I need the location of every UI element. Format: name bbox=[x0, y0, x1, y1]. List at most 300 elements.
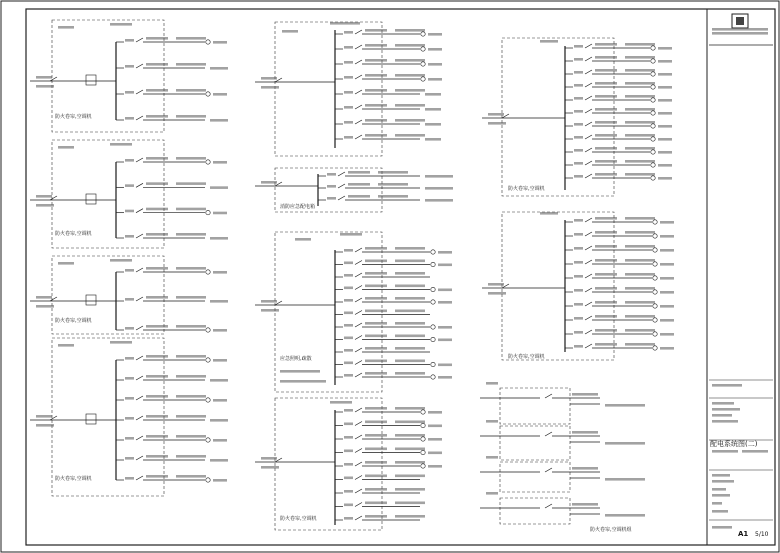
load-label bbox=[213, 212, 227, 215]
right-panel-1 bbox=[502, 38, 614, 196]
breaker-spec bbox=[595, 69, 617, 72]
feeder-spec bbox=[261, 77, 277, 80]
cable-spec bbox=[625, 173, 655, 176]
breaker-symbol bbox=[585, 44, 592, 48]
right-panel-1-note: 防火卷帘,空调机 bbox=[508, 186, 545, 192]
breaker-spec bbox=[595, 245, 617, 248]
breaker-spec bbox=[365, 310, 387, 313]
mid-panel-3-note: 应急照明,疏散 bbox=[280, 356, 312, 362]
breaker-symbol bbox=[136, 38, 143, 42]
breaker-spec bbox=[365, 44, 387, 47]
panel-id bbox=[486, 420, 498, 423]
breaker-symbol bbox=[355, 336, 362, 340]
feeder-spec bbox=[36, 195, 52, 198]
breaker-symbol bbox=[355, 361, 362, 365]
sheet-number: 5/10 bbox=[755, 531, 769, 538]
title-block bbox=[709, 14, 773, 538]
breaker-spec bbox=[365, 104, 387, 107]
scale-label: A1 bbox=[738, 530, 749, 538]
feeder-spec bbox=[488, 292, 506, 295]
breaker-spec bbox=[146, 182, 168, 185]
load-symbol bbox=[421, 62, 425, 66]
breaker-spec bbox=[146, 157, 168, 160]
cable-spec bbox=[395, 89, 425, 92]
phase-label bbox=[344, 463, 353, 466]
phase-label bbox=[125, 357, 134, 360]
load-symbol bbox=[653, 304, 657, 308]
cable-spec bbox=[176, 267, 206, 270]
phase-label bbox=[344, 423, 353, 426]
cable-spec bbox=[625, 273, 655, 276]
left-panel-2-note: 防火卷帘,空调机 bbox=[55, 231, 92, 237]
load-label bbox=[660, 249, 674, 252]
title-block-text bbox=[712, 480, 734, 483]
breaker-symbol bbox=[355, 516, 362, 520]
breaker-symbol bbox=[136, 356, 143, 360]
meter-box bbox=[86, 295, 96, 305]
load-label bbox=[428, 78, 442, 81]
breaker-symbol bbox=[585, 274, 592, 278]
phase-label bbox=[574, 162, 583, 165]
breaker-symbol bbox=[355, 503, 362, 507]
load-label bbox=[658, 47, 672, 50]
cable-spec bbox=[176, 115, 206, 118]
load-label bbox=[428, 425, 442, 428]
phase-label bbox=[327, 197, 336, 200]
feeder-spec bbox=[488, 113, 504, 116]
breaker-symbol bbox=[136, 376, 143, 380]
breaker-symbol bbox=[136, 436, 143, 440]
load-label bbox=[438, 339, 452, 342]
load-label bbox=[438, 289, 452, 292]
load-label bbox=[660, 235, 674, 238]
breaker-symbol bbox=[136, 183, 143, 187]
cable-spec bbox=[395, 285, 425, 288]
breaker-symbol bbox=[355, 408, 362, 412]
breaker-spec bbox=[365, 502, 387, 505]
load-label bbox=[658, 73, 672, 76]
load-symbol bbox=[651, 98, 655, 102]
panel-id bbox=[295, 238, 311, 241]
load-symbol bbox=[431, 262, 435, 266]
breaker-symbol bbox=[355, 373, 362, 377]
circuit-use bbox=[210, 237, 228, 240]
cable-spec bbox=[378, 171, 408, 174]
phase-label bbox=[344, 287, 353, 290]
load-symbol bbox=[653, 346, 657, 350]
phase-label bbox=[574, 136, 583, 139]
breaker-symbol bbox=[355, 45, 362, 49]
circuit-use bbox=[425, 187, 453, 190]
panel-id bbox=[486, 456, 498, 459]
load-label bbox=[213, 161, 227, 164]
title-block-text bbox=[712, 488, 726, 491]
phase-label bbox=[574, 247, 583, 250]
note-line bbox=[280, 380, 326, 383]
circuit-use bbox=[210, 459, 228, 462]
panel-spec bbox=[110, 23, 132, 26]
phase-label bbox=[574, 331, 583, 334]
feeder-spec bbox=[36, 85, 54, 88]
breaker-spec bbox=[146, 208, 168, 211]
load-symbol bbox=[431, 375, 435, 379]
panel-id bbox=[58, 146, 74, 149]
cable-spec bbox=[625, 160, 655, 163]
phase-label bbox=[344, 46, 353, 49]
breaker-symbol bbox=[136, 116, 143, 120]
breaker-spec bbox=[595, 231, 617, 234]
circuit-use bbox=[425, 175, 453, 178]
phase-label bbox=[344, 312, 353, 315]
breaker-symbol bbox=[136, 90, 143, 94]
load-label bbox=[660, 277, 674, 280]
cable-spec bbox=[395, 260, 425, 263]
wiring-layer bbox=[30, 20, 768, 530]
load-label bbox=[658, 164, 672, 167]
phase-label bbox=[344, 61, 353, 64]
load-label bbox=[660, 291, 674, 294]
cable-spec bbox=[176, 157, 206, 160]
load-label bbox=[428, 63, 442, 66]
cable-spec bbox=[625, 245, 655, 248]
breaker-spec bbox=[146, 233, 168, 236]
breaker-spec bbox=[365, 461, 387, 464]
cable-spec bbox=[395, 297, 425, 300]
panel-spec bbox=[110, 143, 132, 146]
breaker-symbol bbox=[585, 246, 592, 250]
load-label bbox=[658, 99, 672, 102]
cable-spec bbox=[395, 119, 425, 122]
load-label bbox=[658, 177, 672, 180]
breaker-spec bbox=[365, 134, 387, 137]
cable-spec bbox=[395, 421, 425, 424]
load-symbol bbox=[431, 300, 435, 304]
breaker-symbol bbox=[585, 288, 592, 292]
breaker-spec bbox=[146, 475, 168, 478]
breaker-spec bbox=[595, 108, 617, 111]
load-label bbox=[658, 112, 672, 115]
breaker-spec bbox=[595, 259, 617, 262]
right-panel-2 bbox=[502, 212, 614, 360]
breaker-symbol bbox=[585, 135, 592, 139]
title-block-text bbox=[712, 384, 742, 387]
title-block-text bbox=[712, 526, 732, 529]
load-label bbox=[660, 333, 674, 336]
phase-label bbox=[125, 437, 134, 440]
mid-panel-4-note: 防火卷帘,空调机 bbox=[280, 516, 317, 522]
breaker-spec bbox=[365, 247, 387, 250]
breaker-spec bbox=[146, 375, 168, 378]
phase-label bbox=[125, 184, 134, 187]
breaker-spec bbox=[365, 421, 387, 424]
breaker-symbol bbox=[545, 394, 552, 398]
phase-label bbox=[125, 235, 134, 238]
cable-spec bbox=[176, 182, 206, 185]
cable-spec bbox=[625, 56, 655, 59]
cable-spec bbox=[625, 287, 655, 290]
right-panel-2-note: 防火卷帘,空调机 bbox=[508, 354, 545, 360]
phase-label bbox=[125, 298, 134, 301]
breaker-spec bbox=[348, 195, 370, 198]
feeder-spec bbox=[36, 204, 54, 207]
circuit-use bbox=[425, 93, 441, 96]
load-symbol bbox=[651, 176, 655, 180]
phase-label bbox=[344, 299, 353, 302]
phase-label bbox=[344, 517, 353, 520]
cable-spec bbox=[625, 43, 655, 46]
feeder-spec bbox=[36, 415, 52, 418]
cable-spec bbox=[395, 272, 425, 275]
breaker-spec bbox=[595, 82, 617, 85]
breaker-spec bbox=[365, 434, 387, 437]
breaker-symbol bbox=[585, 344, 592, 348]
outer-border bbox=[1, 1, 779, 552]
phase-label bbox=[327, 185, 336, 188]
breaker-spec bbox=[595, 173, 617, 176]
cable-spec bbox=[395, 448, 425, 451]
small-panel-3 bbox=[500, 462, 570, 492]
phase-label bbox=[344, 136, 353, 139]
load-symbol bbox=[651, 111, 655, 115]
breaker-symbol bbox=[585, 148, 592, 152]
phase-label bbox=[574, 275, 583, 278]
load-symbol bbox=[421, 32, 425, 36]
cable-spec bbox=[625, 121, 655, 124]
cable-spec bbox=[176, 296, 206, 299]
load-label bbox=[438, 364, 452, 367]
breaker-spec bbox=[365, 260, 387, 263]
breaker-symbol bbox=[545, 432, 552, 436]
load-label bbox=[213, 329, 227, 332]
cable-spec bbox=[625, 95, 655, 98]
load-label bbox=[213, 359, 227, 362]
load-symbol bbox=[651, 72, 655, 76]
breaker-symbol bbox=[355, 135, 362, 139]
breaker-symbol bbox=[136, 396, 143, 400]
phase-label bbox=[574, 261, 583, 264]
breaker-symbol bbox=[355, 298, 362, 302]
phase-label bbox=[125, 91, 134, 94]
cable-spec bbox=[572, 503, 598, 506]
phase-label bbox=[327, 173, 336, 176]
phase-label bbox=[344, 337, 353, 340]
breaker-spec bbox=[146, 355, 168, 358]
breaker-spec bbox=[146, 435, 168, 438]
load-symbol bbox=[651, 124, 655, 128]
load-symbol bbox=[653, 262, 657, 266]
feeder-spec bbox=[488, 283, 504, 286]
cable-spec bbox=[395, 335, 425, 338]
phase-label bbox=[344, 262, 353, 265]
breaker-spec bbox=[595, 343, 617, 346]
load-label bbox=[438, 264, 452, 267]
circuit-use bbox=[425, 138, 441, 141]
breaker-spec bbox=[365, 335, 387, 338]
panel-spec bbox=[540, 212, 558, 215]
cable-spec bbox=[625, 82, 655, 85]
circuit-use bbox=[210, 379, 228, 382]
load-symbol bbox=[421, 423, 425, 427]
load-label bbox=[660, 319, 674, 322]
cable-spec bbox=[176, 63, 206, 66]
phase-label bbox=[125, 457, 134, 460]
breaker-spec bbox=[146, 395, 168, 398]
phase-label bbox=[125, 377, 134, 380]
load-symbol bbox=[431, 362, 435, 366]
breaker-symbol bbox=[136, 416, 143, 420]
breaker-spec bbox=[595, 301, 617, 304]
breaker-spec bbox=[146, 267, 168, 270]
load-label bbox=[428, 452, 442, 455]
load-symbol bbox=[651, 150, 655, 154]
breaker-symbol bbox=[585, 122, 592, 126]
bottom-right-note: 防火卷帘,空调机组 bbox=[590, 527, 632, 533]
cable-spec bbox=[176, 355, 206, 358]
circuit-use bbox=[210, 119, 228, 122]
load-symbol bbox=[421, 77, 425, 81]
breaker-spec bbox=[146, 296, 168, 299]
title-block-text bbox=[712, 32, 768, 35]
breaker-symbol bbox=[585, 161, 592, 165]
breaker-symbol bbox=[355, 60, 362, 64]
phase-label bbox=[574, 110, 583, 113]
breaker-symbol bbox=[585, 70, 592, 74]
title-block-text bbox=[712, 420, 738, 423]
breaker-spec bbox=[365, 372, 387, 375]
phase-label bbox=[574, 345, 583, 348]
cable-spec bbox=[395, 475, 425, 478]
cable-spec bbox=[176, 325, 206, 328]
circuit-use bbox=[425, 123, 441, 126]
cable-spec bbox=[395, 434, 425, 437]
mid-panel-4 bbox=[275, 398, 382, 530]
load-symbol bbox=[431, 287, 435, 291]
cable-spec bbox=[395, 104, 425, 107]
cable-spec bbox=[572, 431, 598, 434]
cable-spec bbox=[176, 415, 206, 418]
phase-label bbox=[344, 450, 353, 453]
breaker-symbol bbox=[355, 422, 362, 426]
panel-id bbox=[58, 344, 74, 347]
meter-box bbox=[86, 194, 96, 204]
small-panel-1 bbox=[500, 388, 570, 424]
feeder-spec bbox=[36, 305, 54, 308]
cable-spec bbox=[625, 108, 655, 111]
load-symbol bbox=[651, 59, 655, 63]
breaker-spec bbox=[365, 74, 387, 77]
phase-label bbox=[344, 504, 353, 507]
load-symbol bbox=[651, 137, 655, 141]
phase-label bbox=[344, 76, 353, 79]
load-symbol bbox=[206, 438, 210, 442]
cable-spec bbox=[625, 329, 655, 332]
breaker-spec bbox=[365, 322, 387, 325]
feeder-spec bbox=[261, 181, 277, 184]
phase-label bbox=[125, 210, 134, 213]
phase-label bbox=[125, 477, 134, 480]
circuit-use bbox=[605, 514, 645, 517]
meter-box bbox=[86, 75, 96, 85]
breaker-spec bbox=[365, 272, 387, 275]
breaker-spec bbox=[348, 171, 370, 174]
cable-spec bbox=[176, 208, 206, 211]
breaker-spec bbox=[146, 325, 168, 328]
breaker-spec bbox=[146, 37, 168, 40]
breaker-spec bbox=[365, 475, 387, 478]
phase-label bbox=[125, 159, 134, 162]
circuit-use bbox=[605, 442, 645, 445]
breaker-spec bbox=[595, 121, 617, 124]
phase-label bbox=[344, 409, 353, 412]
breaker-spec bbox=[365, 360, 387, 363]
cable-spec bbox=[625, 231, 655, 234]
cable-spec bbox=[176, 395, 206, 398]
phase-label bbox=[574, 71, 583, 74]
breaker-symbol bbox=[136, 297, 143, 301]
breaker-spec bbox=[595, 217, 617, 220]
breaker-symbol bbox=[355, 348, 362, 352]
phase-label bbox=[574, 175, 583, 178]
cable-spec bbox=[395, 59, 425, 62]
cable-spec bbox=[176, 435, 206, 438]
breaker-symbol bbox=[585, 260, 592, 264]
load-symbol bbox=[653, 290, 657, 294]
breaker-symbol bbox=[136, 476, 143, 480]
breaker-spec bbox=[595, 95, 617, 98]
load-label bbox=[213, 93, 227, 96]
breaker-symbol bbox=[585, 109, 592, 113]
logo-mark bbox=[736, 17, 744, 25]
load-label bbox=[213, 439, 227, 442]
phase-label bbox=[574, 58, 583, 61]
breaker-spec bbox=[595, 160, 617, 163]
cable-spec bbox=[176, 233, 206, 236]
phase-label bbox=[125, 327, 134, 330]
phase-label bbox=[574, 317, 583, 320]
load-label bbox=[658, 138, 672, 141]
breaker-symbol bbox=[355, 435, 362, 439]
left-panel-1-note: 防火卷帘,空调机 bbox=[55, 114, 92, 120]
breaker-symbol bbox=[355, 462, 362, 466]
cable-spec bbox=[395, 515, 425, 518]
cable-spec bbox=[625, 259, 655, 262]
load-symbol bbox=[651, 46, 655, 50]
phase-label bbox=[574, 303, 583, 306]
phase-label bbox=[344, 324, 353, 327]
load-symbol bbox=[206, 328, 210, 332]
load-label bbox=[428, 48, 442, 51]
cable-spec bbox=[625, 343, 655, 346]
breaker-symbol bbox=[355, 75, 362, 79]
load-symbol bbox=[206, 160, 210, 164]
breaker-spec bbox=[365, 297, 387, 300]
load-label bbox=[438, 376, 452, 379]
load-label bbox=[213, 479, 227, 482]
load-label bbox=[658, 125, 672, 128]
panel-spec bbox=[540, 40, 558, 43]
breaker-spec bbox=[365, 488, 387, 491]
cable-spec bbox=[625, 69, 655, 72]
load-symbol bbox=[421, 437, 425, 441]
feeder-spec bbox=[261, 86, 279, 89]
phase-label bbox=[125, 39, 134, 42]
title-block-text bbox=[712, 510, 728, 513]
cable-spec bbox=[176, 37, 206, 40]
breaker-spec bbox=[595, 315, 617, 318]
breaker-symbol bbox=[338, 172, 345, 176]
breaker-spec bbox=[595, 43, 617, 46]
panel-id bbox=[58, 262, 74, 265]
